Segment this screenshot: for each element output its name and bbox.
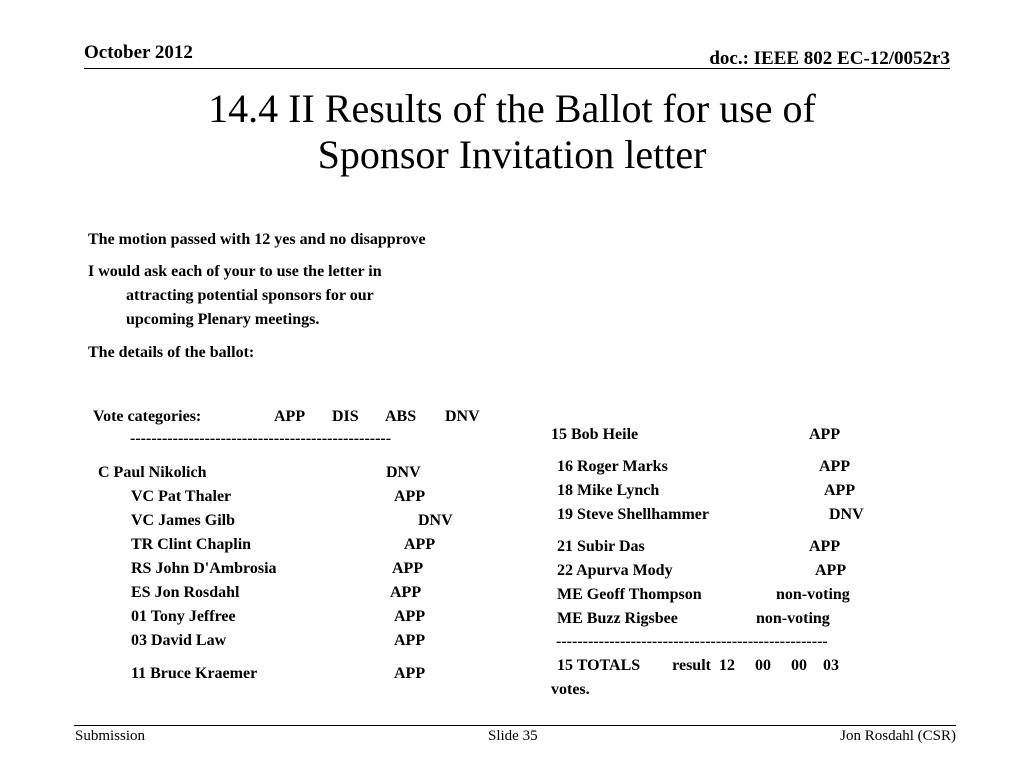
voter-vote: APP (394, 488, 426, 505)
slide-title-line2: Sponsor Invitation letter (317, 132, 707, 177)
voter-vote: APP (394, 665, 426, 682)
voter-name: 18 Mike Lynch (557, 482, 660, 499)
slide-title (100, 86, 924, 178)
voter-name: 15 Bob Heile (551, 426, 639, 443)
footer-submission: Submission (75, 728, 146, 744)
request-line-3: upcoming Plenary meetings. (126, 311, 320, 328)
voter-vote: APP (824, 482, 856, 499)
ballot-row (0, 535, 960, 559)
vote-categories-label: Vote categories: (93, 408, 202, 425)
ballot-row (0, 559, 960, 583)
voter-vote: APP (394, 608, 426, 625)
voter-vote: DNV (829, 506, 864, 523)
voter-name: ES Jon Rosdahl (131, 584, 240, 601)
footer-author: Jon Rosdahl (CSR) (840, 728, 956, 744)
voter-name: 01 Tony Jeffree (131, 608, 236, 625)
ballot-row (0, 423, 960, 447)
totals-votes: votes. (551, 681, 590, 698)
ballot-row (0, 583, 960, 607)
voter-vote: APP (390, 584, 422, 601)
left-separator: ------------------------------------------------- (130, 430, 392, 447)
voter-name: 03 David Law (131, 632, 227, 649)
voter-vote: non-voting (776, 586, 850, 603)
voter-name: VC Pat Thaler (131, 488, 232, 505)
category-dis: DIS (332, 408, 359, 425)
motion-paragraph: The motion passed with 12 yes and no disapprove (88, 231, 426, 248)
voter-name: 19 Steve Shellhammer (557, 506, 709, 523)
request-line-2: attracting potential sponsors for our (126, 287, 374, 304)
slide-title-line1: 14.4 II Results of the Ballot for use of (208, 86, 816, 131)
voter-name: C Paul Nikolich (98, 464, 207, 481)
voter-vote: APP (404, 536, 436, 553)
header-date: October 2012 (84, 42, 193, 63)
category-dnv: DNV (445, 408, 480, 425)
ballot-row (0, 607, 960, 631)
voter-name: TR Clint Chaplin (131, 536, 252, 553)
ballot-row (0, 455, 960, 479)
voter-name: 16 Roger Marks (557, 458, 668, 475)
category-abs: ABS (385, 408, 417, 425)
header-doc-id: doc.: IEEE 802 EC-12/0052r3 (709, 48, 950, 69)
ballot-row (0, 479, 960, 503)
header-rule (84, 68, 950, 69)
voter-name: 22 Apurva Mody (557, 562, 673, 579)
voter-vote: DNV (386, 464, 421, 481)
voter-name: VC James Gilb (131, 512, 235, 529)
voter-vote: DNV (418, 512, 453, 529)
voter-vote: non-voting (756, 610, 830, 627)
ballot-row (0, 629, 520, 653)
right-separator: --------------------------------------------------- (556, 633, 828, 650)
ballot-row (0, 503, 960, 527)
voter-vote: APP (809, 538, 841, 555)
voter-name: 11 Bruce Kraemer (131, 665, 258, 682)
voter-vote: APP (392, 560, 424, 577)
ballot-row (0, 662, 520, 686)
voter-name: RS John D'Ambrosia (131, 560, 277, 577)
totals-line: 15 TOTALS result 12 00 00 03 (557, 657, 839, 674)
footer-slide-number: Slide 35 (488, 728, 538, 744)
voter-name: 21 Subir Das (557, 538, 645, 555)
voter-vote: APP (394, 632, 426, 649)
voter-vote: APP (819, 458, 851, 475)
voter-name: ME Geoff Thompson (557, 586, 702, 603)
details-paragraph: The details of the ballot: (88, 344, 255, 361)
footer-rule (74, 725, 956, 726)
request-line-1: I would ask each of your to use the letter in (88, 263, 382, 280)
voter-vote: APP (809, 426, 841, 443)
voter-vote: APP (815, 562, 847, 579)
voter-name: ME Buzz Rigsbee (557, 610, 678, 627)
category-app: APP (274, 408, 306, 425)
